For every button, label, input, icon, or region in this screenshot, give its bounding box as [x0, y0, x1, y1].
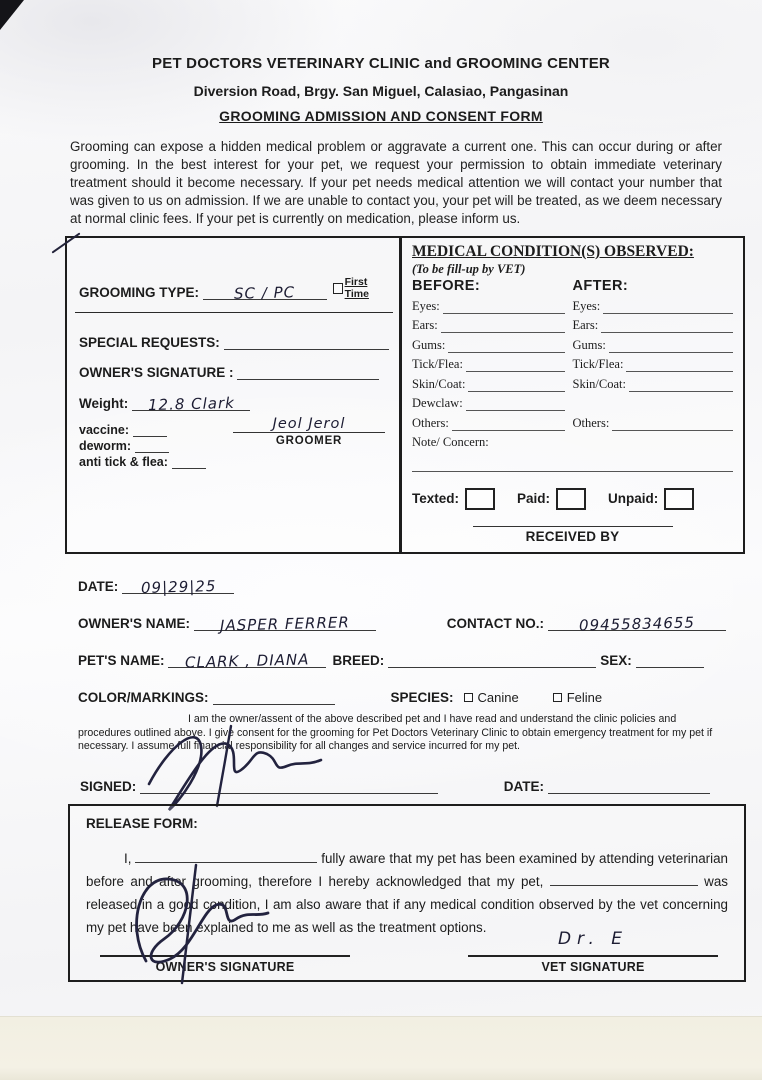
special-requests-label: SPECIAL REQUESTS:: [79, 335, 220, 350]
weight-handwriting: 12.8 Clark: [147, 393, 235, 415]
weight-label: Weight:: [79, 396, 129, 411]
medical-row-tickflea: [412, 357, 733, 372]
owners-name-label: OWNER'S NAME:: [78, 616, 190, 631]
grooming-type-handwriting: SC / PC: [234, 283, 296, 303]
contact-no-handwriting: 09455834655: [578, 613, 696, 635]
breed-field: [388, 651, 596, 668]
before-eyes-field: [443, 302, 565, 314]
consent-date-label: DATE:: [503, 778, 544, 794]
date-row: [78, 570, 726, 597]
release-text-b: was released in a good condition, I am also aware that if any medical condition observed by the vet concerning my pet have been explained to me as well as the treatment options.: [86, 873, 728, 935]
pets-name-label: PET'S NAME:: [78, 653, 165, 668]
grooming-box-divider: [75, 312, 393, 313]
after-eyes-field: [603, 302, 733, 314]
first-time-option: [333, 276, 389, 300]
release-form-title: RELEASE FORM:: [86, 815, 198, 831]
pets-name-handwriting: CLARK , DIANA: [185, 650, 310, 672]
release-pet-field: [550, 873, 698, 886]
after-skincoat-field: [629, 380, 733, 392]
vaccine-field: [133, 424, 167, 437]
weight-row: [79, 393, 389, 415]
deworm-field: [135, 440, 169, 453]
pets-name-field: [168, 650, 326, 672]
weight-field: [132, 393, 250, 415]
before-skincoat-field: [468, 380, 564, 392]
owners-name-field: [194, 613, 376, 635]
texted-option: [412, 488, 495, 510]
grooming-type-row: [79, 276, 389, 303]
contact-no-label: CONTACT NO.:: [446, 616, 544, 631]
owners-signature-field: [237, 363, 379, 380]
special-requests-row: [79, 333, 389, 350]
medical-row-ears: [412, 318, 733, 333]
date-handwriting: 09|29|25: [140, 577, 217, 597]
payment-status-row: [412, 488, 733, 510]
color-markings-field: [213, 688, 335, 705]
received-by-caption: RECEIVED BY: [525, 529, 620, 544]
owners-name-handwriting: JASPER FERRER: [219, 613, 351, 635]
intro-paragraph: Grooming can expose a hidden medical problem or aggravate a current one. This can occur during or after grooming. In the best interest for your pet, we request your permission to obtain immediate veterinary treatment should it become necessary. If your pet needs medical attention we will contact your number that was given to us on admission. If we are unable to contact you, your pet will be treated, as we deem necessary at normal clinic fees. If your pet is currently on medication, please inform us.: [70, 139, 722, 226]
after-gums-label: Gums:: [572, 337, 606, 352]
before-skincoat-label: Skin/Coat:: [412, 376, 466, 391]
before-others-label: Others:: [412, 415, 449, 430]
sex-field: [636, 651, 704, 668]
signed-row: [80, 768, 710, 794]
breed-label: BREED:: [332, 653, 385, 668]
received-by-line: [473, 517, 673, 527]
after-tickflea-field: [626, 360, 733, 372]
first-time-checkbox: [333, 283, 343, 294]
texted-label: Texted:: [412, 491, 460, 506]
release-text-a: fully aware that my pet has been examined by attending veterinarian before and after grooming, therefore I hereby acknowledged that my pet,: [86, 850, 728, 889]
groomer-handwriting: Jeol Jerol: [272, 416, 346, 432]
after-skincoat-label: Skin/Coat:: [572, 376, 626, 391]
contact-no-field: [548, 613, 726, 635]
paid-checkbox: [556, 488, 586, 510]
release-form-box: [68, 804, 746, 982]
date-field: [122, 577, 234, 597]
before-tickflea-label: Tick/Flea:: [412, 357, 463, 371]
unpaid-label: Unpaid:: [608, 491, 659, 506]
owner-signature-caption: OWNER'S SIGNATURE: [155, 959, 295, 974]
anti-tick-flea-label: anti tick & flea:: [79, 455, 168, 469]
after-label: AFTER:: [572, 278, 629, 294]
top-boxes-row: [65, 236, 762, 554]
before-ears-label: Ears:: [412, 318, 438, 332]
grooming-type-label: GROOMING TYPE:: [79, 285, 200, 300]
groomer-caption: GROOMER: [275, 435, 343, 447]
vaccine-label: vaccine:: [79, 423, 130, 437]
canine-checkbox: [464, 693, 473, 702]
color-species-row: [78, 681, 726, 705]
after-ears-label: Ears:: [572, 318, 599, 332]
owners-signature-label: OWNER'S SIGNATURE :: [79, 365, 234, 380]
grooming-box: [65, 236, 401, 554]
deworm-label: deworm:: [79, 439, 132, 453]
before-gums-label: Gums:: [412, 337, 446, 352]
pen-check-mark: [52, 232, 81, 253]
unpaid-checkbox: [664, 488, 694, 510]
date-label: DATE:: [78, 579, 119, 594]
consent-date-field: [548, 777, 710, 794]
before-dewclaw-label: Dewclaw:: [412, 396, 463, 410]
color-markings-label: COLOR/MARKINGS:: [78, 690, 209, 705]
medical-conditions-box: [400, 236, 745, 554]
vet-signature-handwriting: Dr. E: [557, 928, 629, 949]
paid-option: [517, 488, 586, 510]
groomer-signature-line: [233, 414, 385, 433]
owner-signature-scrawl: [135, 720, 345, 812]
received-by-block: [412, 517, 733, 544]
vet-signature-block: [468, 928, 718, 974]
medical-row-others: [412, 416, 733, 431]
feline-checkbox: [553, 693, 562, 702]
feline-label: Feline: [566, 690, 603, 705]
after-gums-field: [609, 341, 733, 353]
owner-signature-block: [100, 955, 350, 974]
before-after-header: [412, 278, 733, 294]
before-gums-field: [448, 341, 564, 353]
signature-area: [86, 928, 728, 974]
clinic-name: PET DOCTORS VETERINARY CLINIC and GROOMING CENTER: [152, 55, 610, 72]
scan-corner-artifact: [0, 0, 24, 30]
details-section: [78, 570, 726, 705]
after-ears-field: [601, 321, 733, 333]
unpaid-option: [608, 488, 694, 510]
after-tickflea-label: Tick/Flea:: [572, 357, 624, 371]
release-lead: I,: [124, 850, 132, 866]
medical-row-gums: [412, 338, 733, 353]
form-title: GROOMING ADMISSION AND CONSENT FORM: [219, 108, 543, 124]
scanner-bed-strip: [0, 1016, 762, 1080]
groomer-signature-block: [233, 414, 385, 447]
signed-label: SIGNED:: [80, 778, 137, 794]
grooming-type-field: [203, 283, 327, 303]
medical-box-title: MEDICAL CONDITION(S) OBSERVED:: [412, 243, 694, 260]
species-label: SPECIES:: [390, 690, 454, 705]
pet-breed-sex-row: [78, 644, 726, 672]
before-tickflea-field: [466, 360, 565, 372]
owner-contact-row: [78, 607, 726, 635]
before-ears-field: [441, 321, 565, 333]
note-concern-field: [412, 458, 733, 472]
after-eyes-label: Eyes:: [572, 298, 601, 313]
after-others-field: [612, 419, 733, 431]
medical-row-skincoat: [412, 377, 733, 392]
before-eyes-label: Eyes:: [412, 298, 440, 313]
note-concern-label: Note/ Concern:: [412, 434, 489, 449]
consent-paragraph: I am the owner/assent of the above described pet and I have read and understand the clinic policies and procedures outlined above. I give consent for the grooming for Pet Doctors Veterinary Clinic to obtain emergency treatment for my pet if necessary. I assume full financial responsibility for all changes and service incurred for my pet.: [78, 713, 713, 752]
first-time-label: First Time: [344, 276, 369, 300]
before-others-field: [452, 419, 565, 431]
owner-signature-scrawl: [118, 859, 288, 987]
anti-tick-flea-row: [79, 455, 389, 469]
before-dewclaw-field: [466, 399, 565, 411]
canine-option: [464, 690, 519, 705]
texted-checkbox: [465, 488, 495, 510]
canine-label: Canine: [477, 690, 519, 705]
medical-box-subtitle: (To be fill-up by VET): [412, 262, 526, 276]
feline-option: [553, 690, 602, 705]
sex-label: SEX:: [600, 653, 632, 668]
special-requests-field: [224, 333, 389, 350]
vet-signature-line: [468, 955, 718, 957]
vet-signature-caption: VET SIGNATURE: [541, 959, 645, 974]
before-label: BEFORE:: [412, 278, 481, 294]
after-others-label: Others:: [572, 415, 610, 430]
anti-tick-flea-field: [172, 456, 206, 469]
medical-row-eyes: [412, 299, 733, 314]
medical-row-dewclaw: [412, 396, 733, 411]
owners-signature-row: [79, 363, 389, 380]
clinic-address: Diversion Road, Brgy. San Miguel, Calasiao, Pangasinan: [193, 83, 569, 99]
form-header: [0, 0, 762, 124]
paid-label: Paid:: [517, 491, 551, 506]
